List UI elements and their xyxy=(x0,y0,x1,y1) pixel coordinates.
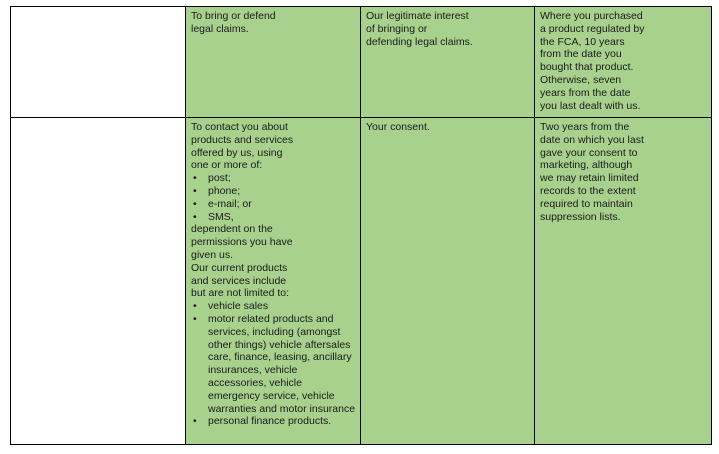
basis-line: Our legitimate interest xyxy=(366,10,469,22)
list-item: • SMS, xyxy=(191,211,356,224)
purpose-cell xyxy=(186,7,361,118)
retention-line: records to the extent xyxy=(540,184,636,197)
data-processing-table xyxy=(10,6,712,445)
list-item: • e-mail; or xyxy=(191,198,356,211)
empty-category-cell xyxy=(11,7,186,118)
list-item: • personal finance products. xyxy=(191,415,356,428)
purpose-line: Our current products xyxy=(191,261,288,274)
purpose-line: products and services xyxy=(191,133,294,146)
list-item: • phone; xyxy=(191,185,356,198)
retention-line: marketing, although xyxy=(540,159,633,172)
retention-line: the FCA, 10 years xyxy=(540,35,625,48)
table-row xyxy=(11,7,712,118)
basis-line: of bringing or xyxy=(366,22,428,35)
list-item: • post; xyxy=(191,172,356,185)
purpose-line: one or more of: xyxy=(191,159,263,172)
purpose-line: given us. xyxy=(191,248,234,261)
retention-line: you last dealt with us. xyxy=(540,99,641,112)
retention-line: we may retain limited xyxy=(540,172,639,185)
legal-basis-cell xyxy=(361,7,535,118)
retention-line: gave your consent to xyxy=(540,146,638,159)
retention-line: years from the date xyxy=(540,86,631,99)
purpose-line: To contact you about xyxy=(191,121,288,133)
retention-line: a product regulated by xyxy=(540,22,645,35)
purpose-line: To bring or defend xyxy=(191,10,276,22)
basis-line: defending legal claims. xyxy=(366,35,473,48)
retention-line: bought that product. xyxy=(540,61,634,74)
purpose-line: dependent on the xyxy=(191,223,273,236)
contact-channel-list xyxy=(191,172,356,223)
purpose-line: but are not limited to: xyxy=(191,287,290,300)
retention-line: from the date you xyxy=(540,48,622,61)
product-list xyxy=(191,300,356,428)
list-item: • vehicle sales xyxy=(191,300,356,313)
retention-line: Otherwise, seven xyxy=(540,73,622,86)
retention-line: Where you purchased xyxy=(540,10,643,22)
table-row xyxy=(11,118,712,445)
purpose-line: and services include xyxy=(191,274,287,287)
purpose-line: permissions you have xyxy=(191,236,293,249)
retention-cell xyxy=(535,118,712,445)
purpose-line: legal claims. xyxy=(191,22,249,35)
purpose-line: offered by us, using xyxy=(191,146,283,159)
legal-basis-cell xyxy=(361,118,535,445)
retention-line: date on which you last xyxy=(540,133,644,146)
list-item: • motor related products and services, including (amongst other things) vehicle aftersales care, finance, leasing, ancillary insurances, vehicle accessories, vehicle emergency service, vehicle warranties and motor insurance xyxy=(191,313,356,415)
retention-line: suppression lists. xyxy=(540,210,621,223)
retention-line: Two years from the xyxy=(540,121,630,133)
purpose-cell xyxy=(186,118,361,445)
basis-line: Your consent. xyxy=(366,121,430,133)
retention-cell xyxy=(535,7,712,118)
retention-line: required to maintain xyxy=(540,197,633,210)
empty-category-cell xyxy=(11,118,186,445)
